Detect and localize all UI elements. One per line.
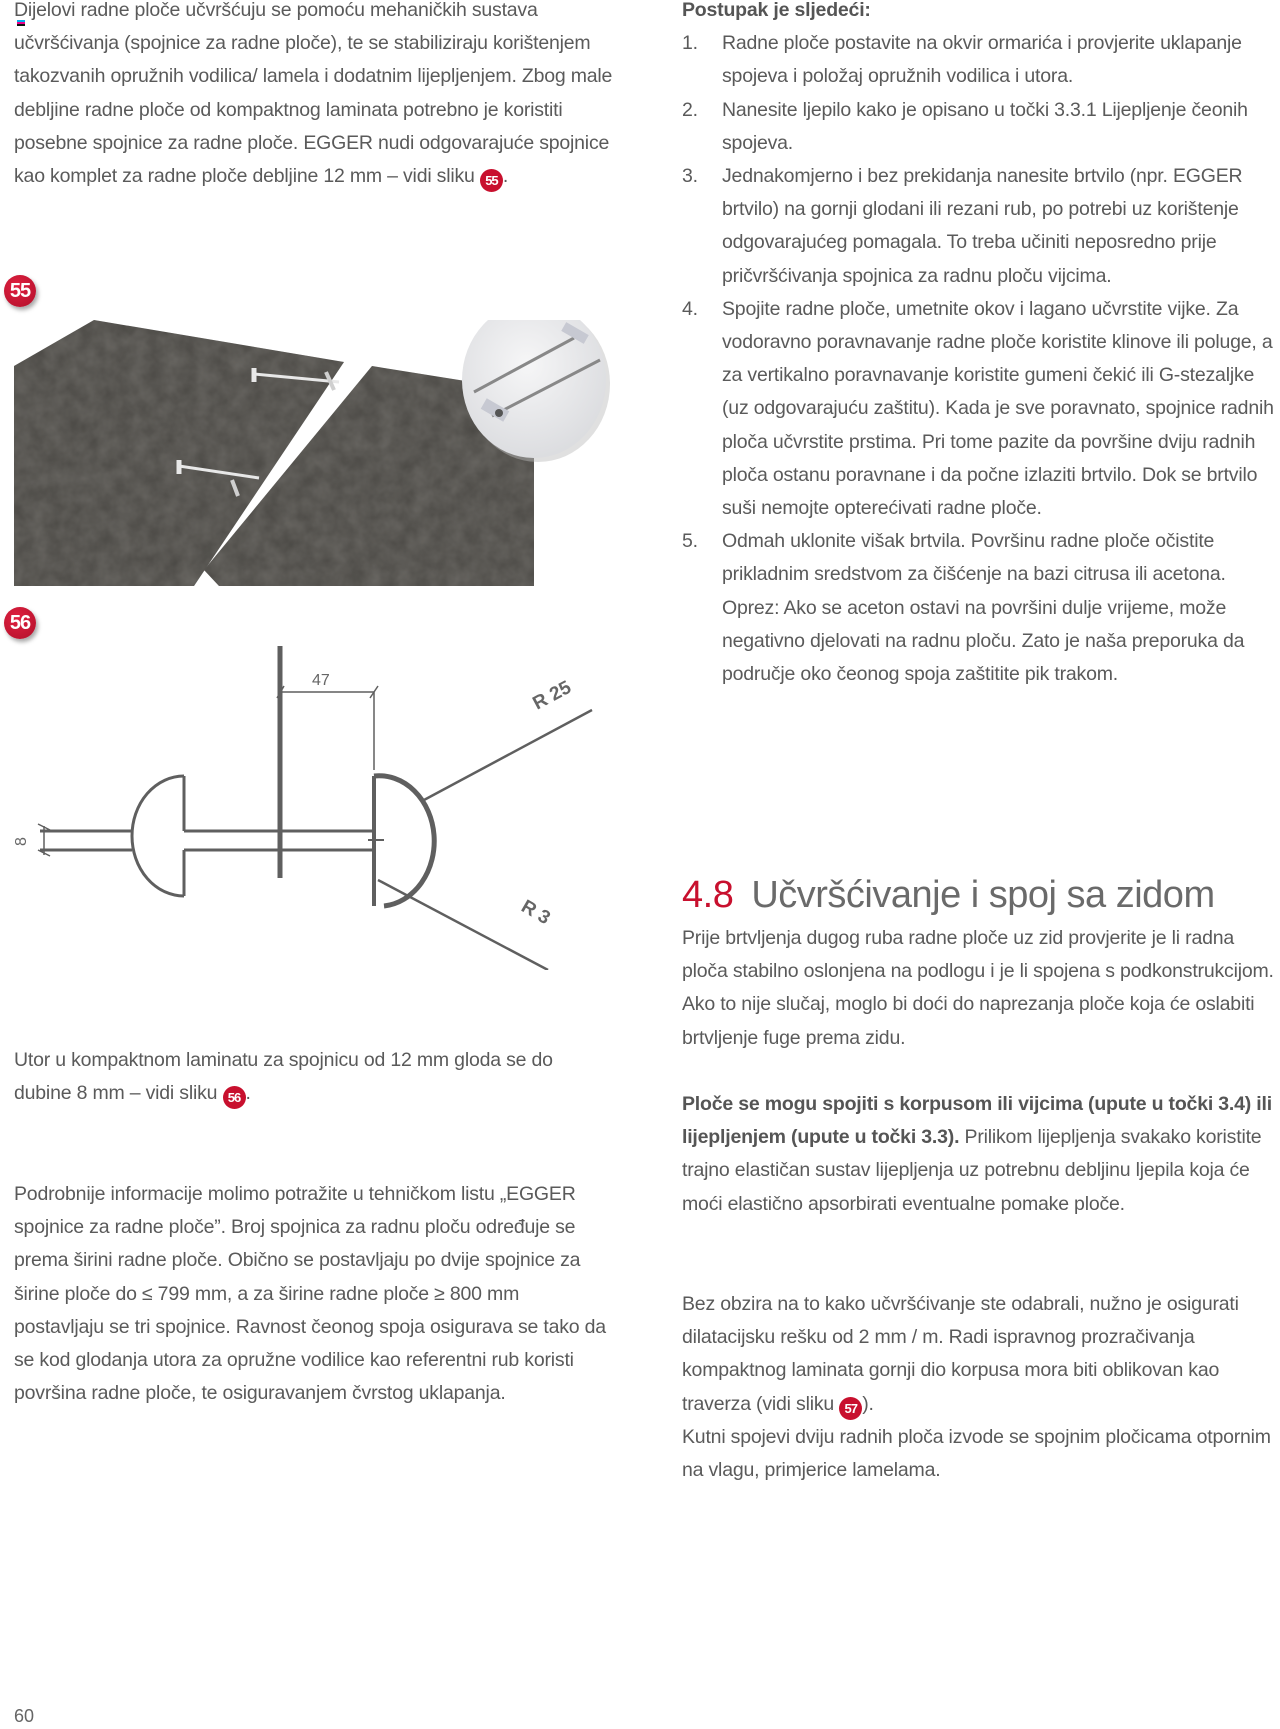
step-number: 2. <box>682 98 698 121</box>
figure-ref-badge-56[interactable]: 56 <box>223 1086 246 1109</box>
figure-ref-badge-55[interactable]: 55 <box>480 169 503 192</box>
section-number: 4.8 <box>682 873 734 916</box>
dilatation-text: Bez obzira na to kako učvršćivanje ste odabrali, nužno je osigurati dilatacijsku rešku od 2 mm / m. Radi ispravnog prozračivanja kompaktnog laminata gornji dio korpusa mora biti oblikovan kao traverza (vidi sliku <box>682 1293 1239 1415</box>
dimension-8-label: 8 <box>13 837 30 846</box>
procedure-steps <box>682 27 1280 691</box>
dilatation-paragraph <box>682 1288 1280 1487</box>
groove-paragraph <box>14 1044 614 1110</box>
procedure-heading: Postupak je sljedeći: <box>682 0 871 21</box>
fixing-text: Prilikom lijepljenja svakako koristite trajno elastičan sustav lijepljenja uz potrebnu debljinu ljepila koja će moći elastično apsorbirati eventualne pomake ploče. <box>682 1126 1262 1215</box>
figure-55-photo <box>14 320 614 586</box>
step-number: 5. <box>682 530 698 553</box>
step-text: Radne ploče postavite na okvir ormarića i provjerite uklapanje spojeva i položaj opružnih vodilica i utora. <box>722 32 1242 88</box>
procedure-block <box>682 0 1280 691</box>
page-number: 60 <box>14 1706 35 1726</box>
procedure-step <box>682 160 1280 293</box>
groove-text: Utor u kompaktnom laminatu za spojnicu od 12 mm gloda se do dubine 8 mm – vidi sliku <box>14 1049 553 1105</box>
figure-ref-badge-57[interactable]: 57 <box>839 1397 862 1420</box>
wall-paragraph <box>682 922 1280 1055</box>
wall-text: Prije brtvljenja dugog ruba radne ploče uz zid provjerite je li radna ploča stabilno oslonjena na podlogu i je li spojena s podkonstrukcijom. Ako to nije slučaj, moglo bi doći do naprezanja ploče koja će oslabiti brtvljenje fuge prema zidu. <box>682 927 1274 1049</box>
groove-end: . <box>245 1082 251 1105</box>
figure-badge-56: 56 <box>4 607 36 639</box>
procedure-step <box>682 27 1280 93</box>
step-number: 3. <box>682 165 698 188</box>
step-text: Odmah uklonite višak brtvila. Površinu radne ploče očistite prikladnim sredstvom za čišćenje na bazi citrusa ili acetona. Oprez: Ako se aceton ostavi na površini dulje vrijeme, može negativno djelovati na radnu ploču. Zato je naša preporuka da područje oko čeonog spoja zaštitite pik trakom. <box>722 530 1245 686</box>
fixing-bold-text: Ploče se mogu spojiti s korpusom ili vijcima (upute u točki 3.4) ili lijepljenjem (upute u točki 3.3). <box>682 1093 1272 1149</box>
intro-end: . <box>502 165 509 188</box>
info-paragraph <box>14 1178 614 1410</box>
intro-paragraph <box>14 0 614 193</box>
figure-badge-55: 55 <box>4 275 36 307</box>
step-number: 1. <box>682 32 698 55</box>
corner-joints-text: Kutni spojevi dviju radnih ploča izvode se spojnim pločicama otpornim na vlagu, primjerice lamelama. <box>682 1425 1271 1482</box>
dilatation-end: ). <box>862 1392 874 1415</box>
procedure-step <box>682 94 1280 160</box>
info-text: Podrobnije informacije molimo potražite u tehničkom listu „EGGER spojnice za radne ploče”. Broj spojnica za radnu ploču određuje se prema širini radne ploče. Obično se postavljaju po dvije spojnice za širine ploče do ≤ 799 mm, a za širine radne ploče ≥ 800 mm postavljaju se tri spojnice. Ravnost čeonog spoja osigurava se tako da se kod glodanja utora za opružne vodilice kao referentni rub koristi površina radne ploče, te osiguravanjem čvrstog uklapanja. <box>14 1183 606 1405</box>
figure-56-groove-diagram <box>0 640 600 970</box>
step-number: 4. <box>682 297 698 320</box>
dimension-47-label: 47 <box>312 672 330 689</box>
section-title-text: Učvršćivanje i spoj sa zidom <box>751 873 1215 916</box>
step-text: Jednakomjerno i bez prekidanja nanesite brtvilo (npr. EGGER brtvilo) na gornji glodani ili rezani rub, po potrebi uz korištenje odgovarajućeg pomagala. To treba učiniti neposredno prije pričvršćivanja spojnica za radnu ploču vijcima. <box>722 165 1243 287</box>
radius-r3-label: R 3 <box>517 896 554 930</box>
procedure-step <box>682 293 1280 525</box>
radius-r25-label: R 25 <box>529 677 575 715</box>
step-text: Nanesite ljepilo kako je opisano u točki 3.3.1 Lijepljenje čeonih spojeva. <box>722 98 1248 154</box>
step-text: Spojite radne ploče, umetnite okov i lagano učvrstite vijke. Za vodoravno poravnavanje radne ploče koristite klinove ili poluge, a za vertikalno poravnavanje koristite gumeni čekić ili G-stezaljke (uz odgovarajuću zaštitu). Kada je sve poravnato, spojnice radnih ploča učvrstite prstima. Pri tome pazite da površine dviju radnih ploča ostanu poravnane i da počne izlaziti brtvilo. Dok se brtvilo suši nemojte opterećivati radne ploče. <box>722 297 1274 520</box>
intro-text: Dijelovi radne ploče učvršćuju se pomoću mehaničkih sustava učvršćivanja (spojnice za radne ploče), te se stabiliziraju korištenjem takozvanih opružnih vodilica/ lamela i dodatnim lijepljenjem. Zbog male debljine radne ploče od kompaktnog laminata potrebno je koristiti posebne spojnice za radne ploče. EGGER nudi odgovarajuće spojnice kao komplet za radne ploče debljine 12 mm – vidi sliku <box>14 0 613 188</box>
fixing-paragraph <box>682 1088 1280 1221</box>
section-heading <box>682 874 1215 917</box>
procedure-step <box>682 525 1280 691</box>
